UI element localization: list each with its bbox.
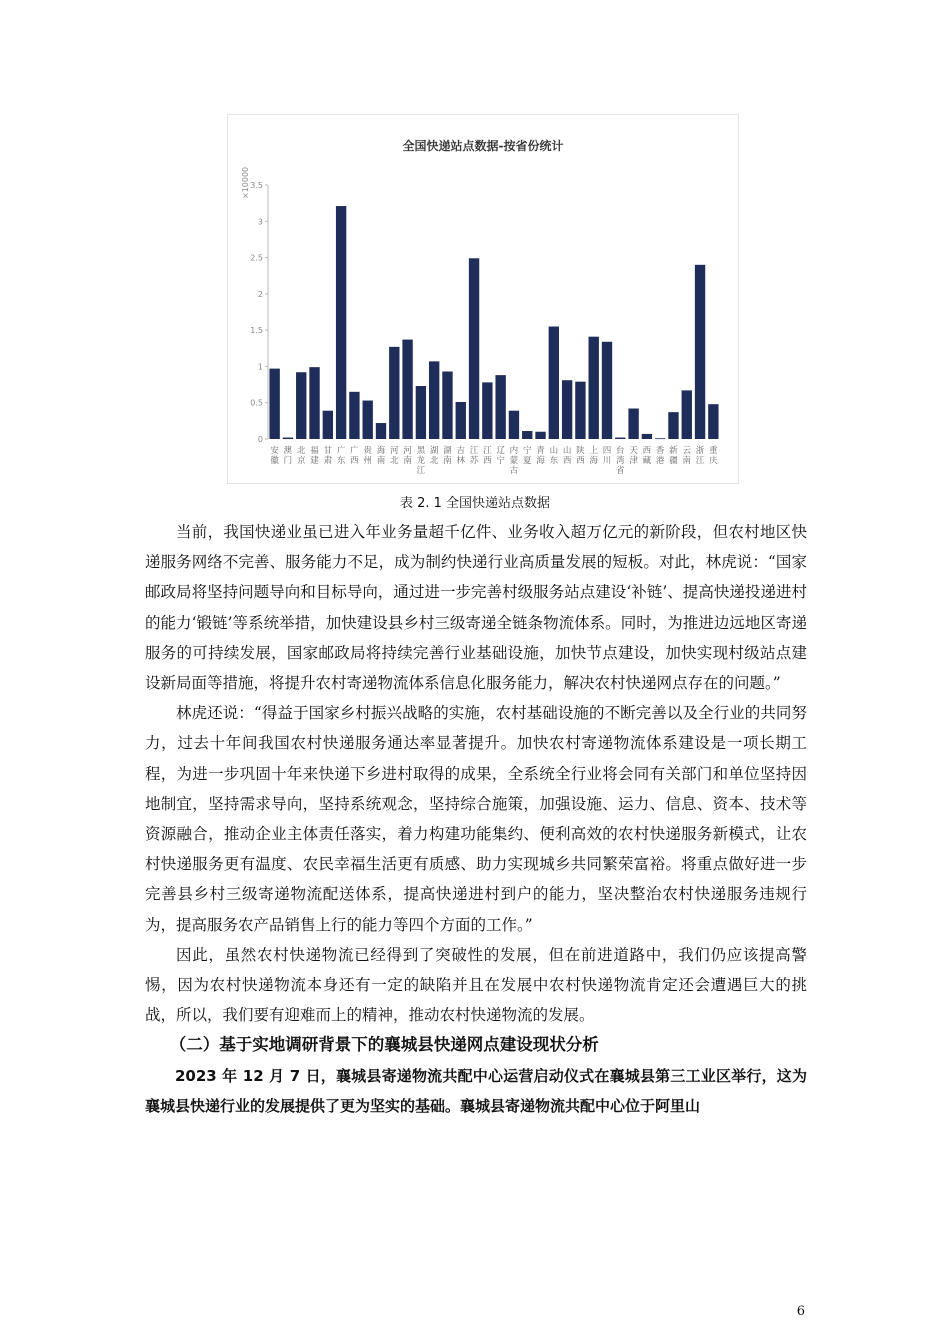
bar-湖北 <box>429 361 439 439</box>
y-tick-label: 3 <box>257 217 263 227</box>
x-tick-label: 云南 <box>682 446 692 466</box>
bar-辽宁 <box>495 375 505 439</box>
x-tick-label: 吉林 <box>456 446 466 466</box>
bar-香港 <box>655 438 665 439</box>
paragraph-2: 林虎还说：“得益于国家乡村振兴战略的实施，农村基础设施的不断完善以及全行业的共同努力，过去十年间我国农村快递服务通达率显著提升。加快农村寄递物流体系建设是一项长期工程，为进一步巩固十年来快递下乡进村取得的成果，全系统全行业将会同有关部门和单位坚持因地制宜，坚持需求导向，坚持系统观念，坚持综合施策，加强设施、运力、信息、资本、技术等资源融合，推动企业主体责任落实，着力构建功能集约、便利高效的农村快递服务新模式，让农村快递服务更有温度、农民幸福生活更有质感、助力实现城乡共同繁荣富裕。将重点做好进一步完善县乡村三级寄递物流配送体系，提高快递进村到户的能力，坚决整治农村快递服务违规行为，提高服务农产品销售上行的能力等四个方面的工作。” <box>145 704 807 934</box>
x-tick-label: 河北 <box>390 446 399 466</box>
bar-江西 <box>482 382 492 439</box>
x-tick-label: 湖北 <box>429 446 439 466</box>
bar-湖南 <box>442 372 452 439</box>
x-tick-label: 四川 <box>602 446 612 466</box>
y-tick-label: 0.5 <box>250 398 263 408</box>
bar-天津 <box>628 409 638 439</box>
bar-广东 <box>336 206 346 439</box>
bar-河北 <box>389 347 399 439</box>
bar-四川 <box>602 342 612 439</box>
x-tick-label: 天津 <box>629 446 638 466</box>
bar-内蒙古 <box>509 411 519 439</box>
bar-福建 <box>309 367 319 439</box>
x-tick-label: 安徽 <box>270 446 279 466</box>
bar-云南 <box>682 390 692 439</box>
bar-chart <box>227 114 739 484</box>
bar-山东 <box>549 327 559 439</box>
bar-上海 <box>589 337 599 439</box>
y-tick-label: 0 <box>257 435 263 444</box>
chart-title: 全国快递站点数据-按省份统计 <box>402 139 564 153</box>
chart-svg <box>228 115 738 483</box>
x-tick-label: 甘肃 <box>323 446 333 466</box>
bar-甘肃 <box>323 411 333 439</box>
bar-陕西 <box>575 382 585 439</box>
bar-重庆 <box>708 404 718 439</box>
x-tick-label: 台湾省 <box>616 446 625 476</box>
x-tick-label: 山西 <box>562 446 572 466</box>
bar-黑龙江 <box>416 386 426 439</box>
x-tick-label: 澳门 <box>283 446 293 466</box>
bar-澳门 <box>283 438 293 439</box>
x-tick-label: 内蒙古 <box>509 446 519 476</box>
x-tick-label: 江苏 <box>469 446 479 466</box>
bar-河南 <box>402 340 412 439</box>
x-tick-label: 宁夏 <box>522 446 532 466</box>
bar-台湾省 <box>615 438 625 439</box>
paragraph-1: 当前，我国快递业虽已进入年业务量超千亿件、业务收入超万亿元的新阶段，但农村地区快递服务网络不完善、服务能力不足，成为制约快递行业高质量发展的短板。对此，林虎说：“国家邮政局将坚持问题导向和目标导向，通过进一步完善村级服务站点建设‘补链’、提高快递投递进村的能力‘锻链’等系统举措，加快建设县乡村三级寄递全链条物流体系。同时，为推进边远地区寄递服务的可持续发展，国家邮政局将持续完善行业基础设施，加快节点建设，加快实现村级站点建设新局面等措施，将提升农村寄递物流体系信息化服务能力，解决农村快递网点存在的问题。” <box>145 523 807 693</box>
section-heading: （二）基于实地调研背景下的襄城县快递网点建设现状分析 <box>169 1035 599 1055</box>
x-tick-label: 福建 <box>310 446 319 466</box>
x-tick-label: 重庆 <box>709 446 718 466</box>
bar-山西 <box>562 380 572 439</box>
x-tick-label: 香港 <box>655 446 665 466</box>
x-tick-label: 广东 <box>336 446 346 466</box>
x-tick-label: 贵州 <box>363 446 372 466</box>
bar-江苏 <box>469 258 479 439</box>
x-tick-label: 西藏 <box>642 446 652 466</box>
y-tick-label: 3.5 <box>250 181 263 190</box>
y-tick-label: 2.5 <box>250 253 263 263</box>
x-tick-label: 江西 <box>483 446 492 466</box>
x-tick-label: 浙江 <box>695 446 705 466</box>
bar-北京 <box>296 372 306 439</box>
bar-西藏 <box>642 434 652 439</box>
bar-贵州 <box>363 401 373 439</box>
bar-吉林 <box>456 402 466 439</box>
paragraph-3: 因此，虽然农村快递物流已经得到了突破性的发展，但在前进道路中，我们仍应该提高警惕，因为农村快递物流本身还有一定的缺陷并且在发展中农村快递物流肯定还会遭遇巨大的挑战，所以，我们要有迎难而上的精神，推动农村快递物流的发展。 <box>145 945 807 1025</box>
page-number: 6 <box>796 1304 805 1319</box>
y-unit-label: ×10000 <box>241 166 250 199</box>
x-tick-label: 山东 <box>549 446 559 466</box>
x-tick-label: 陕西 <box>576 446 585 466</box>
x-tick-label: 黑龙江 <box>416 446 426 476</box>
x-tick-label: 北京 <box>296 446 306 466</box>
body-text <box>145 517 807 1121</box>
x-tick-label: 辽宁 <box>496 446 505 466</box>
x-tick-label: 海南 <box>376 446 386 466</box>
bar-新疆 <box>668 412 678 439</box>
x-tick-label: 河南 <box>403 446 412 466</box>
x-tick-label: 新疆 <box>669 446 678 466</box>
y-tick-label: 1.5 <box>250 326 263 336</box>
x-tick-label: 广西 <box>350 446 359 466</box>
x-tick-label: 青海 <box>536 446 545 466</box>
bar-浙江 <box>695 265 705 439</box>
figure-caption: 表 2. 1 全国快递站点数据 <box>399 496 551 511</box>
bar-海南 <box>376 423 386 439</box>
x-tick-label: 湖南 <box>443 446 452 466</box>
bold-paragraph: 2023 年 12 月 7 日，襄城县寄递物流共配中心运营启动仪式在襄城县第三工业区举行，这为襄城县快递行业的发展提供了更为坚实的基础。襄城县寄递物流共配中心位于阿里山 <box>145 1066 807 1115</box>
y-tick-label: 2 <box>257 289 263 299</box>
bar-宁夏 <box>522 431 532 439</box>
bar-广西 <box>349 392 359 439</box>
x-tick-label: 上海 <box>589 446 598 466</box>
bar-青海 <box>535 432 545 439</box>
bar-安徽 <box>269 369 279 439</box>
y-tick-label: 1 <box>257 362 263 372</box>
